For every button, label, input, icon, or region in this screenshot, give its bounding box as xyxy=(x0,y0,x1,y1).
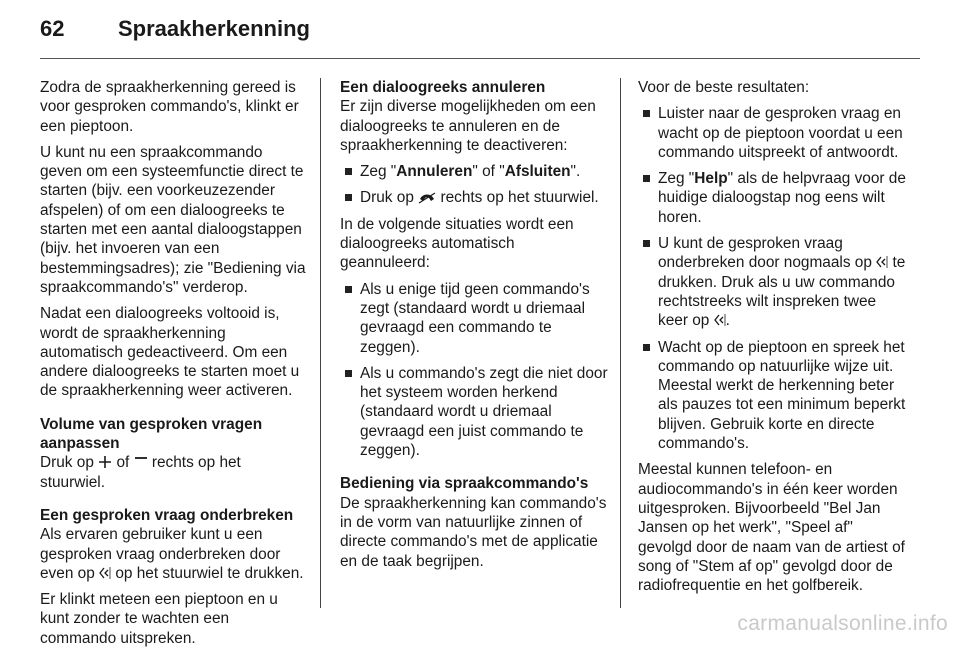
heading-interrupt: Een gesproken vraag onderbreken xyxy=(40,506,294,524)
bullet-listen: Luister naar de gesproken vraag en wacht op de pieptoon voordat u een commando uitspreekt of antwoordt. xyxy=(638,104,910,162)
bullet-not-recognized: Als u commando's zegt die niet door het systeem worden herkend (standaard wordt u driemaal gevraagd een juist commando te zeggen). xyxy=(340,364,608,460)
bullet-say-cancel: Zeg "Annuleren" of "Afsluiten". xyxy=(340,162,608,181)
header-divider xyxy=(40,58,920,59)
column-2 xyxy=(340,78,608,578)
voice-icon xyxy=(99,566,111,580)
hang-up-icon xyxy=(418,192,436,204)
column-divider-1 xyxy=(320,78,321,608)
bullet-help: Zeg "Help" als de helpvraag voor de huidige dialoogstap nog eens wilt horen. xyxy=(638,169,910,227)
bullet-square xyxy=(643,110,650,117)
paragraph-auto-cancel: In de volgende situaties wordt een dialoogreeks automatisch geannuleerd: xyxy=(340,215,574,272)
voice-icon xyxy=(876,255,888,269)
heading-volume: Volume van gesproken vragen aanpassen xyxy=(40,415,263,453)
bullet-square xyxy=(643,175,650,182)
paragraph-completed: Nadat een dialoogreeks voltooid is, wordt de spraakherkenning automatisch gedeactiveerd. Om een andere dialoogreeks te starten moet u de spraakherkenning weer activeren. xyxy=(40,305,300,400)
column-1 xyxy=(40,78,308,655)
paragraph-voice-control: De spraakherkenning kan commando's in de vorm van natuurlijke zinnen of directe commando's met de applicatie en de taak begrijpen. xyxy=(340,494,607,570)
watermark: carmanualsonline.info xyxy=(737,612,948,635)
paragraph-cancel-intro: Er zijn diverse mogelijkheden om een dialoogreeks te annuleren en de spraakherkenning te deactiveren: xyxy=(340,98,596,154)
paragraph-interrupt: Als ervaren gebruiker kunt u een gesproken vraag onderbreken door even op op het stuurwiel te drukken. xyxy=(40,526,304,582)
paragraph-best-results: Voor de beste resultaten: xyxy=(638,79,810,96)
page-number: 62 xyxy=(40,16,65,41)
paragraph-ready: Zodra de spraakherkenning gereed is voor gesproken commando's, klinkt er een pieptoon. xyxy=(40,79,299,135)
bullet-press-hangup: Druk op rechts op het stuurwiel. xyxy=(340,188,608,207)
paragraph-volume: Druk op of rechts op het stuurwiel. xyxy=(40,454,241,491)
bullet-interrupt: U kunt de gesproken vraag onderbreken door nogmaals op te drukken. Druk als u uw commando rechtstreeks wilt inspreken twee keer op . xyxy=(638,234,910,330)
voice-icon xyxy=(714,313,726,327)
heading-cancel: Een dialoogreeks annuleren xyxy=(340,79,546,96)
bullet-square xyxy=(643,344,650,351)
bullet-wait-beep: Wacht op de pieptoon en spreek het commando op natuurlijke wijze uit. Meestal werkt de herkenning beter als pauzes tot een minimum beperkt blijven. Gebruik korte en directe commando's. xyxy=(638,338,910,454)
page-header xyxy=(40,14,920,46)
column-3 xyxy=(638,78,910,602)
column-divider-2 xyxy=(620,78,621,608)
bullet-no-command: Als u enige tijd geen commando's zegt (standaard wordt u driemaal gevraagd een commando te zeggen). xyxy=(340,280,608,357)
bullet-square xyxy=(345,370,352,377)
minus-icon xyxy=(134,455,148,469)
plus-icon xyxy=(98,455,112,469)
page-title: Spraakherkenning xyxy=(118,16,310,41)
paragraph-command: U kunt nu een spraakcommando geven om een systeemfunctie direct te starten (bijv. een voorkeuzezender afspelen) of om een dialoogreeks te starten met een aantal dialoogstappen (bijv. het invoeren van een bestemmingsadres); zie "Bediening via spraakcommando's" verderop. xyxy=(40,143,306,296)
bullet-square xyxy=(345,286,352,293)
paragraph-after-beep: Er klinkt meteen een pieptoon en u kunt zonder te wachten een commando uitspreken. xyxy=(40,591,278,647)
paragraph-combined-commands: Meestal kunnen telefoon- en audiocommando's in één keer worden uitgesproken. Bijvoorbeeld "Bel Jan Jansen op het werk", "Speel af" gevolgd door de naam van de artiest of song of "Stem af op" gevolgd door de radiofrequentie en het golfbereik. xyxy=(638,461,905,595)
bullet-square xyxy=(345,168,352,175)
bullet-square xyxy=(643,240,650,247)
bullet-square xyxy=(345,194,352,201)
heading-voice-control: Bediening via spraakcommando's xyxy=(340,475,589,493)
